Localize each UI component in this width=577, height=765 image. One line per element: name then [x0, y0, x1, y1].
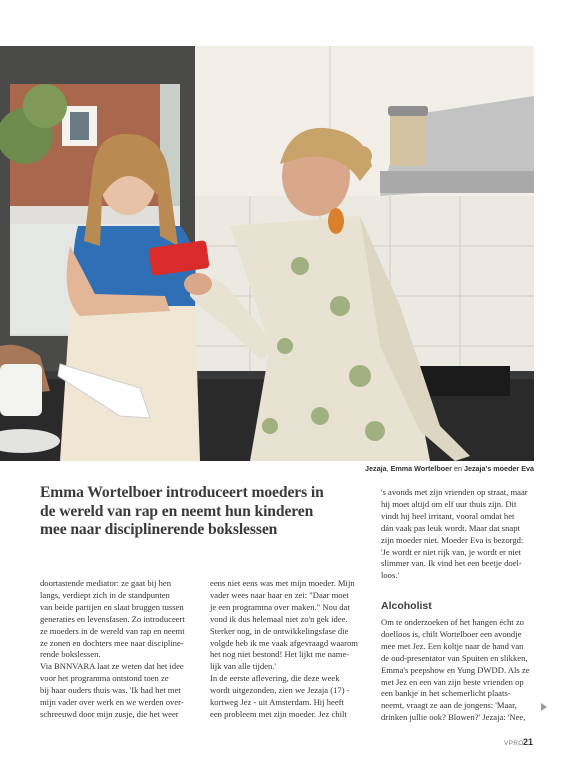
text-line: voor het programma ontstond toen ze	[40, 673, 169, 684]
text-line: eens niet eens was met mijn moeder. Mijn	[210, 578, 355, 588]
text-line: Via BNNVARA laat ze weten dat het idee	[40, 661, 184, 672]
caption-name-eva: Jezaja's moeder Eva	[463, 464, 534, 473]
text-line: doortastende mediator: ze gaat bij hen	[40, 578, 172, 588]
text-line: 's avonds met zijn vrienden op straat, maar	[381, 487, 528, 497]
text-line: zijn moeder niet. Moeder Eva is bezorgd:	[381, 534, 524, 545]
text-line: Emma's peepshow en Yung DWDD. Als ze	[381, 664, 530, 675]
text-line: schreeuwd door mijn zusje, die het weer	[40, 708, 179, 719]
section-subheading: Alcoholist	[381, 600, 432, 613]
text-line: kortweg Jez - uit Amsterdam. Hij heeft	[210, 697, 344, 708]
caption-name-emma: Emma Wortelboer	[390, 464, 452, 473]
text-line: de oud-presentator van Spuiten en slikken,	[381, 652, 528, 663]
text-line: In de eerste aflevering, die deze week	[210, 673, 340, 684]
text-line: drinken jullie ook? Blowen?' Jezaja: 'Nee,	[381, 712, 526, 723]
article-column-3	[381, 487, 541, 724]
article-column-1	[40, 578, 200, 721]
text-line: mijn vader over werk en we werden over-	[40, 697, 184, 708]
continue-arrow-icon	[541, 703, 547, 711]
text-line: 'Je wordt er niet rijk van, je wordt er niet	[381, 546, 521, 557]
paragraph-gap	[381, 582, 541, 594]
article-headline: Emma Wortelboer introduceert moeders in de wereld van rap en neemt hun kinderen mee naar disciplinerende bokslessen	[40, 484, 324, 538]
text-line: langs, verdiept zich in de standpunten	[40, 589, 170, 600]
page-number: 21	[523, 737, 534, 747]
article-photo	[0, 46, 534, 461]
text-line: bij haar ouders thuis was. 'Ik had het met	[40, 685, 181, 696]
text-line: generaties en levensfasen. Zo introduceert	[40, 613, 185, 624]
text-line: hij moet altijd om elf uur thuis zijn. Dit	[381, 498, 517, 509]
caption-name-jezaja: Jezaja	[364, 464, 387, 473]
text-line: doelloos is, chilt Wortelboer een avondje	[381, 628, 522, 639]
text-line: rende bokslessen.	[40, 649, 101, 660]
text-line: het nog niet bestond! Het lijkt me name-	[210, 649, 350, 660]
text-line: vader wees naar haar en zei: "Daar moet	[210, 589, 349, 600]
text-line: een bankje in het schemerlicht plaats-	[381, 688, 511, 699]
text-line: vond ik dus helemaal niet zo'n gek idee.	[210, 613, 348, 624]
caption-separator: en	[451, 464, 464, 473]
text-line: mee met Jez. Een koltje naar de hand van	[381, 640, 524, 651]
text-line: met Jez en een van zijn beste vrienden op	[381, 676, 524, 687]
text-line: van beide partijen en slaat bruggen tussen	[40, 601, 184, 612]
brand-logo: VPRO	[504, 740, 524, 747]
photo-caption	[365, 464, 534, 473]
text-line: vindt hij heel irritant, vooral omdat het	[381, 510, 515, 521]
article-column-2	[210, 578, 370, 721]
text-line: ze zonen en dochters mee naar discipline-	[40, 637, 184, 648]
text-line: ze moeders in de wereld van rap en neemt	[40, 625, 185, 636]
text-line: dán vaak pas leuk wordt. Maar dat snapt	[381, 522, 520, 533]
text-line: loos.'	[381, 570, 400, 581]
text-line: Sterker nog, in de ontwikkelingsfase die	[210, 625, 349, 636]
text-line: lijk van alle tijden.'	[210, 661, 276, 672]
photo-illustration	[0, 46, 534, 461]
caption-separator: ,	[386, 464, 391, 473]
text-line: slimmer van. Ik vind het een beetje doel-	[381, 558, 522, 569]
text-line: wordt uitgezonden, zien we Jezaja (17) -	[210, 685, 350, 696]
text-line: een probleem met zijn moeder. Jez chilt	[210, 708, 347, 719]
text-line: Om te onderzoeken of het hangen écht zo	[381, 617, 524, 628]
text-line: volgde heb ik me vaak afgevraagd waarom	[210, 637, 358, 648]
text-line: neemt, vraagt ze aan de jongens: 'Maar,	[381, 700, 517, 711]
text-line: je een programma over maken." Nou dat	[210, 601, 350, 612]
